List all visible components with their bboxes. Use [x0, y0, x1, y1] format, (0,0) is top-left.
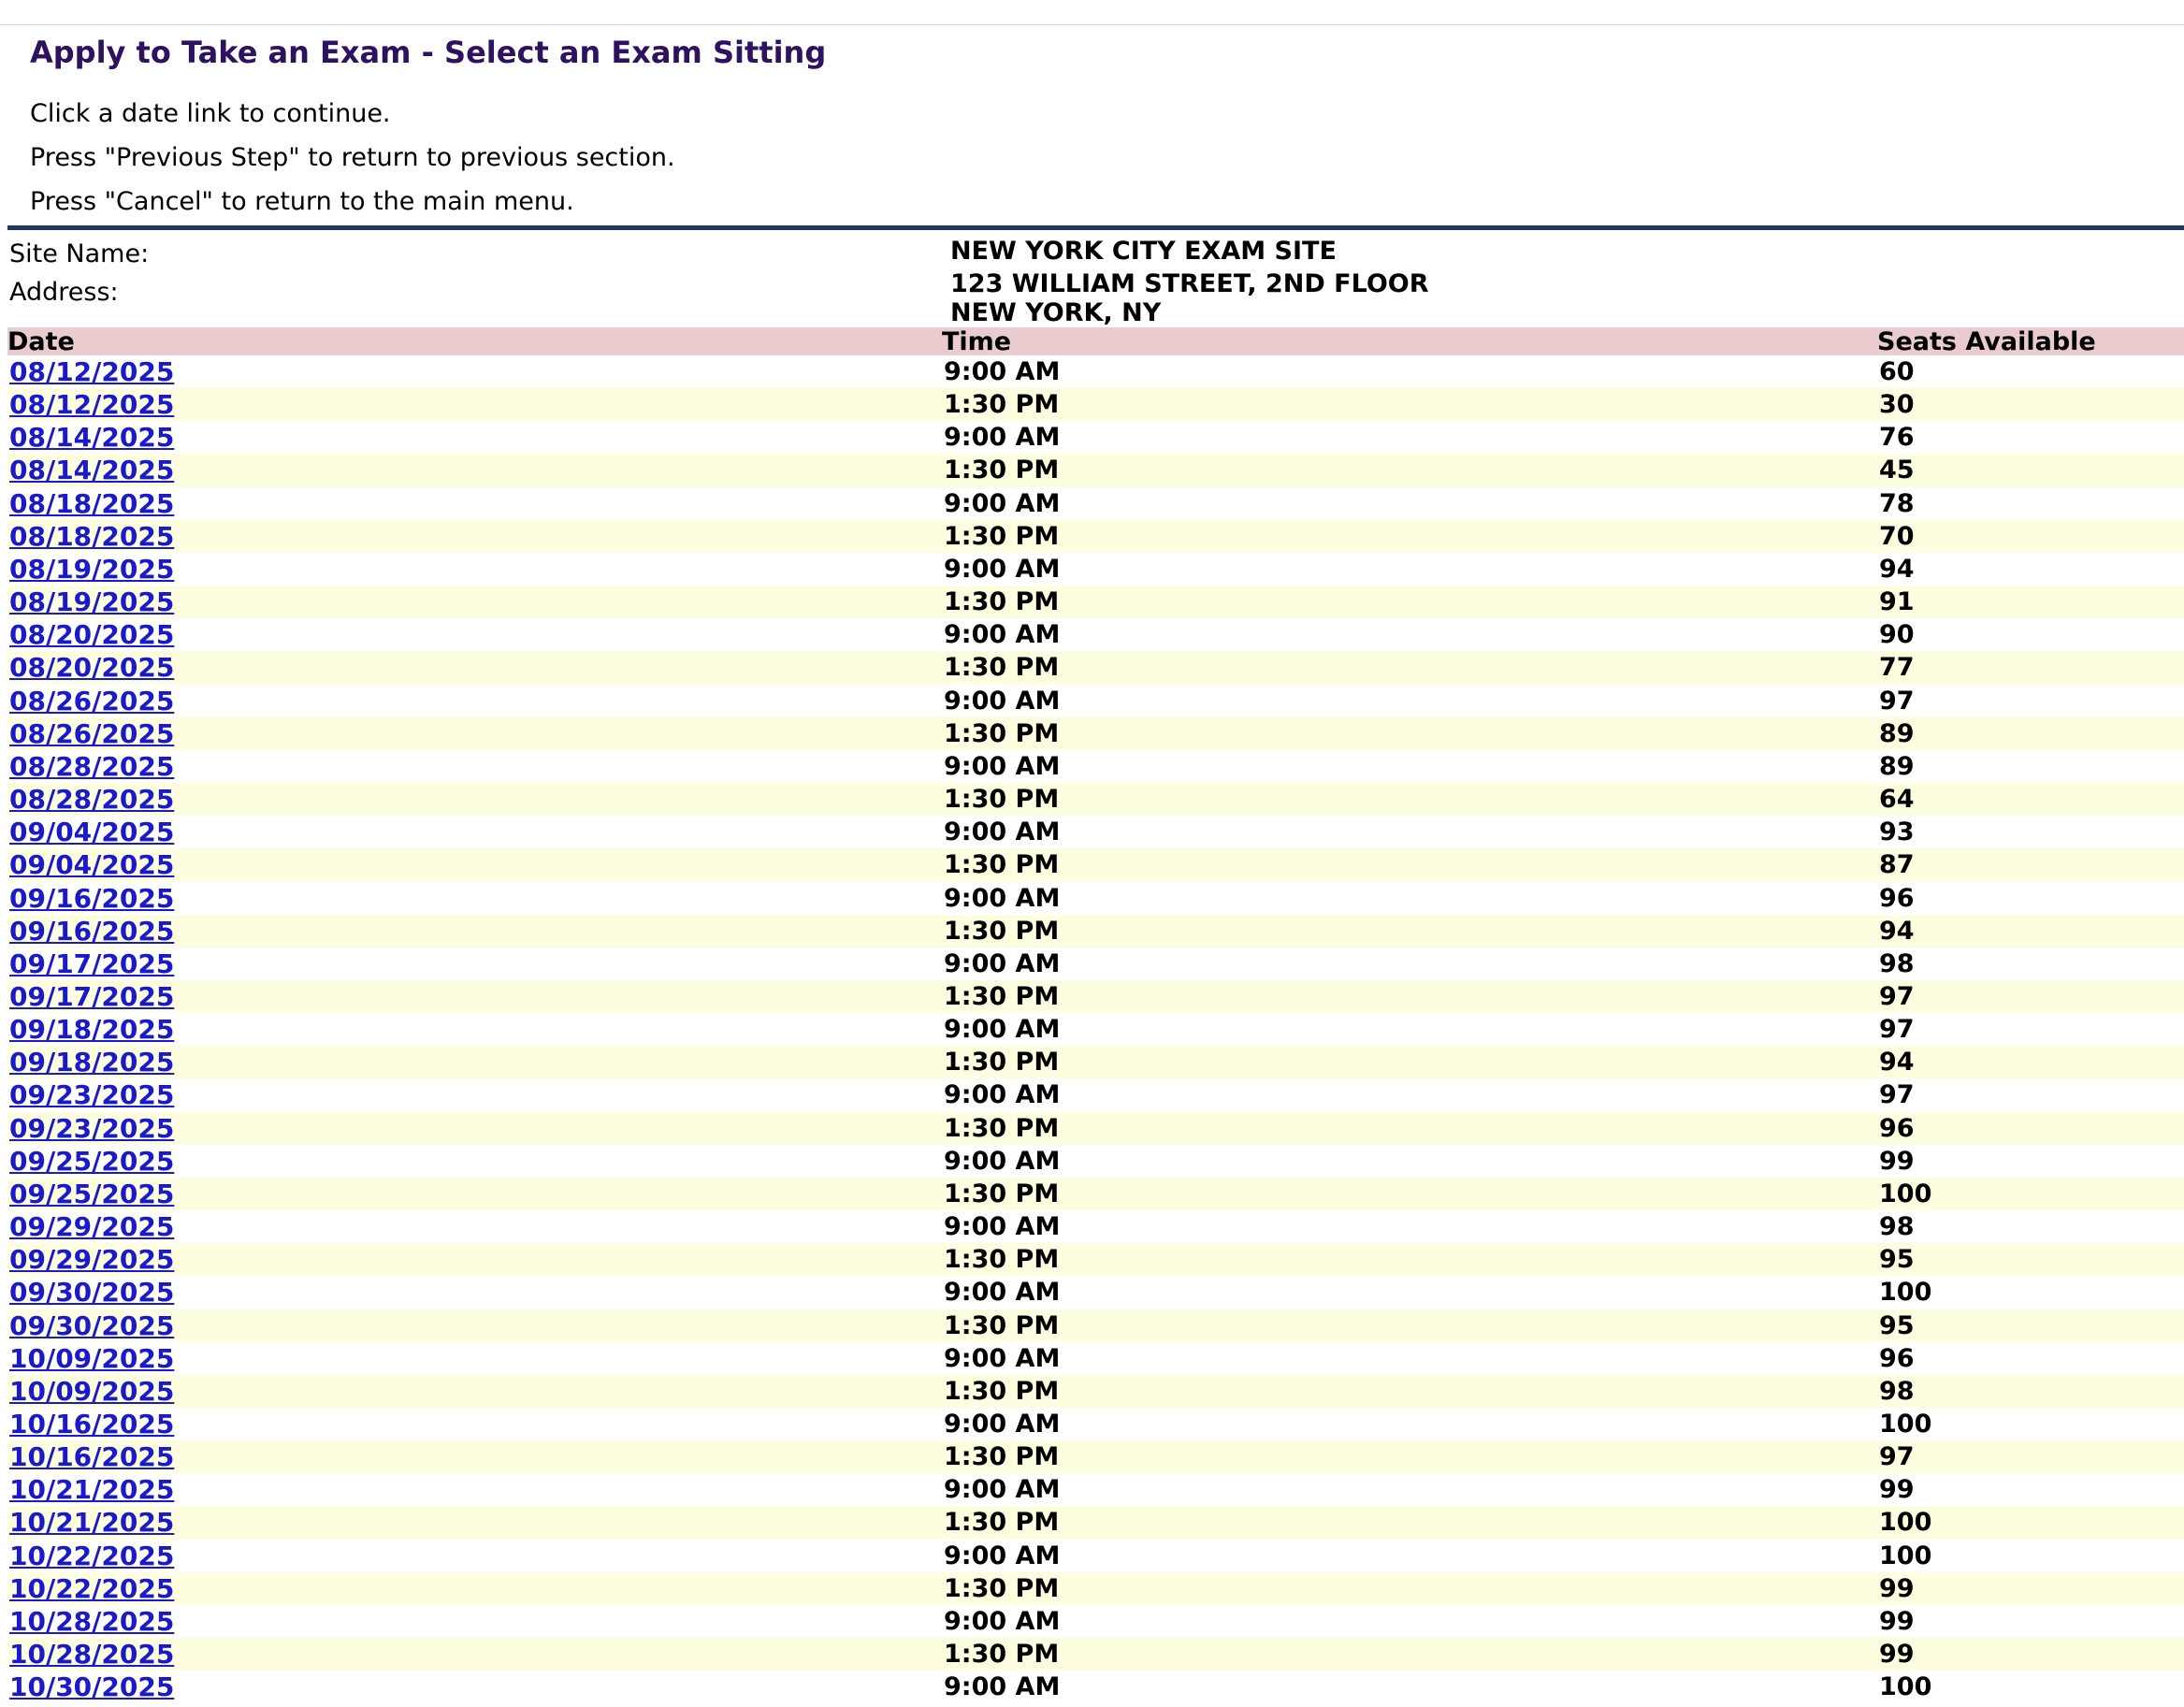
table-row [7, 1046, 2184, 1078]
sitting-time: 1:30 PM [944, 1442, 1060, 1472]
sitting-date-link[interactable]: 08/12/2025 [9, 389, 175, 421]
table-row [7, 783, 2184, 816]
sitting-time: 9:00 AM [944, 423, 1061, 453]
seats-available-count: 97 [1879, 981, 1915, 1011]
exam-sittings-table [7, 327, 2184, 1703]
sitting-date-link[interactable]: 09/30/2025 [9, 1277, 175, 1309]
seats-available-count: 99 [1879, 1146, 1915, 1176]
instruction-previous-step: Press "Previous Step" to return to previous section. [30, 143, 675, 172]
sitting-time: 1:30 PM [944, 456, 1060, 485]
seats-available-count: 70 [1879, 521, 1915, 551]
table-row [7, 553, 2184, 586]
seats-available-count: 45 [1879, 456, 1915, 485]
site-name-value: NEW YORK CITY EXAM SITE [950, 237, 1337, 266]
seats-available-count: 89 [1879, 751, 1915, 781]
table-row [7, 1178, 2184, 1210]
seats-available-count: 97 [1879, 1442, 1915, 1472]
sitting-time: 9:00 AM [944, 554, 1061, 584]
sitting-date-link[interactable]: 08/26/2025 [9, 685, 175, 716]
sitting-date-link[interactable]: 09/04/2025 [9, 817, 175, 848]
sitting-date-link[interactable]: 10/09/2025 [9, 1375, 175, 1407]
seats-available-count: 97 [1879, 1080, 1915, 1110]
header-time: Time [942, 327, 1012, 356]
table-row [7, 1440, 2184, 1473]
sitting-date-link[interactable]: 10/28/2025 [9, 1605, 175, 1637]
sitting-date-link[interactable]: 10/21/2025 [9, 1507, 175, 1539]
seats-available-count: 99 [1879, 1640, 1915, 1670]
sitting-time: 1:30 PM [944, 1508, 1060, 1538]
sitting-time: 9:00 AM [944, 1672, 1061, 1702]
sitting-date-link[interactable]: 09/16/2025 [9, 882, 175, 914]
sitting-time: 1:30 PM [944, 785, 1060, 815]
sitting-time: 1:30 PM [944, 587, 1060, 617]
sitting-date-link[interactable]: 10/16/2025 [9, 1409, 175, 1439]
seats-available-count: 100 [1879, 1508, 1932, 1538]
sitting-time: 9:00 AM [944, 1146, 1061, 1176]
sitting-time: 9:00 AM [944, 751, 1061, 781]
table-row [7, 1145, 2184, 1178]
sitting-time: 9:00 AM [944, 1278, 1061, 1308]
sitting-time: 1:30 PM [944, 653, 1060, 683]
sitting-time: 1:30 PM [944, 1640, 1060, 1670]
seats-available-count: 90 [1879, 620, 1915, 650]
page-title: Apply to Take an Exam - Select an Exam Sitting [30, 35, 827, 70]
address-line-1: 123 WILLIAM STREET, 2ND FLOOR [950, 269, 1429, 298]
sitting-time: 1:30 PM [944, 850, 1060, 880]
header-date: Date [7, 327, 75, 356]
sitting-date-link[interactable]: 08/14/2025 [9, 422, 175, 454]
sitting-time: 1:30 PM [944, 1376, 1060, 1406]
table-body [7, 355, 2184, 1703]
sitting-date-link[interactable]: 08/12/2025 [9, 356, 175, 387]
sitting-date-link[interactable]: 08/28/2025 [9, 784, 175, 816]
seats-available-count: 94 [1879, 916, 1915, 946]
address-line-2: NEW YORK, NY [950, 298, 1162, 327]
sitting-time: 9:00 AM [944, 686, 1061, 716]
table-row [7, 586, 2184, 618]
seats-available-count: 98 [1879, 1376, 1915, 1406]
sitting-time: 9:00 AM [944, 1212, 1061, 1242]
seats-available-count: 94 [1879, 1048, 1915, 1078]
table-header [7, 327, 2184, 355]
table-row [7, 1078, 2184, 1111]
sitting-time: 9:00 AM [944, 1475, 1061, 1505]
seats-available-count: 64 [1879, 785, 1915, 815]
seats-available-count: 76 [1879, 423, 1915, 453]
seats-available-count: 87 [1879, 850, 1915, 880]
seats-available-count: 100 [1879, 1179, 1932, 1208]
sitting-time: 9:00 AM [944, 1606, 1061, 1636]
sitting-date-link[interactable]: 09/29/2025 [9, 1244, 175, 1276]
seats-available-count: 98 [1879, 948, 1915, 978]
table-row [7, 1605, 2184, 1638]
sitting-date-link[interactable]: 08/19/2025 [9, 586, 175, 618]
sitting-date-link[interactable]: 08/20/2025 [9, 652, 175, 684]
sitting-time: 9:00 AM [944, 948, 1061, 978]
instructions-list [30, 92, 675, 224]
sitting-time: 9:00 AM [944, 1015, 1061, 1045]
seats-available-count: 78 [1879, 488, 1915, 518]
sitting-date-link[interactable]: 08/18/2025 [9, 520, 175, 552]
table-row [7, 1540, 2184, 1572]
sitting-time: 1:30 PM [944, 1573, 1060, 1603]
seats-available-count: 96 [1879, 1343, 1915, 1373]
seats-available-count: 95 [1879, 1310, 1915, 1340]
seats-available-count: 100 [1879, 1672, 1932, 1702]
site-name-label: Site Name: [9, 239, 150, 268]
instruction-click-date: Click a date link to continue. [30, 99, 391, 128]
table-row [7, 487, 2184, 520]
table-row [7, 1243, 2184, 1276]
sitting-date-link[interactable]: 09/17/2025 [9, 948, 175, 979]
sitting-date-link[interactable]: 08/20/2025 [9, 619, 175, 651]
sitting-time: 9:00 AM [944, 1343, 1061, 1373]
table-row [7, 1506, 2184, 1539]
table-row [7, 355, 2184, 388]
table-row [7, 980, 2184, 1013]
table-row [7, 915, 2184, 948]
sitting-time: 1:30 PM [944, 1048, 1060, 1078]
table-row [7, 1309, 2184, 1342]
table-row [7, 1572, 2184, 1605]
seats-available-count: 91 [1879, 587, 1915, 617]
table-row [7, 421, 2184, 454]
table-row [7, 882, 2184, 915]
sitting-date-link[interactable]: 09/04/2025 [9, 849, 175, 881]
table-row [7, 816, 2184, 848]
instruction-cancel: Press "Cancel" to return to the main menu. [30, 187, 574, 216]
seats-available-count: 96 [1879, 883, 1915, 913]
sitting-date-link[interactable]: 09/23/2025 [9, 1112, 175, 1144]
sitting-time: 9:00 AM [944, 1080, 1061, 1110]
seats-available-count: 100 [1879, 1410, 1932, 1439]
sitting-date-link[interactable]: 09/30/2025 [9, 1309, 175, 1341]
sitting-date-link[interactable]: 09/18/2025 [9, 1014, 175, 1046]
sitting-time: 1:30 PM [944, 521, 1060, 551]
seats-available-count: 99 [1879, 1573, 1915, 1603]
sitting-date-link[interactable]: 09/16/2025 [9, 915, 175, 947]
table-row [7, 1671, 2184, 1703]
sitting-date-link[interactable]: 10/22/2025 [9, 1572, 175, 1604]
table-row [7, 1112, 2184, 1145]
seats-available-count: 77 [1879, 653, 1915, 683]
sitting-date-link[interactable]: 08/19/2025 [9, 553, 175, 585]
seats-available-count: 93 [1879, 817, 1915, 847]
sitting-date-link[interactable]: 10/16/2025 [9, 1441, 175, 1473]
sitting-time: 1:30 PM [944, 981, 1060, 1011]
sitting-date-link[interactable]: 08/14/2025 [9, 455, 175, 486]
sitting-time: 1:30 PM [944, 1113, 1060, 1143]
sitting-time: 9:00 AM [944, 883, 1061, 913]
sitting-date-link[interactable]: 08/18/2025 [9, 487, 175, 519]
table-row [7, 520, 2184, 553]
table-row [7, 651, 2184, 684]
sitting-date-link[interactable]: 09/25/2025 [9, 1145, 175, 1177]
seats-available-count: 100 [1879, 1278, 1932, 1308]
table-row [7, 1013, 2184, 1046]
sitting-date-link[interactable]: 10/28/2025 [9, 1639, 175, 1671]
sitting-date-link[interactable]: 10/22/2025 [9, 1540, 175, 1571]
seats-available-count: 94 [1879, 554, 1915, 584]
sitting-time: 9:00 AM [944, 488, 1061, 518]
seats-available-count: 97 [1879, 1015, 1915, 1045]
table-row [7, 1408, 2184, 1440]
seats-available-count: 97 [1879, 686, 1915, 716]
table-row [7, 948, 2184, 980]
seats-available-count: 60 [1879, 357, 1915, 386]
table-row [7, 750, 2184, 783]
table-row [7, 1375, 2184, 1408]
sitting-time: 9:00 AM [944, 1410, 1061, 1439]
table-row [7, 685, 2184, 717]
sitting-time: 9:00 AM [944, 620, 1061, 650]
sitting-date-link[interactable]: 10/21/2025 [9, 1474, 175, 1506]
sitting-time: 9:00 AM [944, 1541, 1061, 1570]
seats-available-count: 100 [1879, 1541, 1932, 1570]
seats-available-count: 89 [1879, 718, 1915, 748]
table-row [7, 1638, 2184, 1671]
sitting-date-link[interactable]: 08/28/2025 [9, 750, 175, 782]
sitting-date-link[interactable]: 10/30/2025 [9, 1671, 175, 1703]
seats-available-count: 95 [1879, 1245, 1915, 1275]
sitting-time: 1:30 PM [944, 1310, 1060, 1340]
sitting-date-link[interactable]: 09/18/2025 [9, 1047, 175, 1078]
seats-available-count: 98 [1879, 1212, 1915, 1242]
sitting-date-link[interactable]: 09/17/2025 [9, 980, 175, 1012]
sitting-time: 1:30 PM [944, 1179, 1060, 1208]
sitting-date-link[interactable]: 09/23/2025 [9, 1079, 175, 1111]
address-label: Address: [9, 278, 119, 307]
sitting-date-link[interactable]: 09/29/2025 [9, 1211, 175, 1243]
sitting-date-link[interactable]: 08/26/2025 [9, 717, 175, 749]
table-row [7, 388, 2184, 421]
top-divider [0, 24, 2184, 25]
sitting-time: 1:30 PM [944, 390, 1060, 420]
seats-available-count: 96 [1879, 1113, 1915, 1143]
table-row [7, 717, 2184, 750]
sitting-time: 1:30 PM [944, 718, 1060, 748]
sitting-time: 1:30 PM [944, 916, 1060, 946]
table-row [7, 1210, 2184, 1243]
seats-available-count: 99 [1879, 1606, 1915, 1636]
table-row [7, 618, 2184, 651]
table-row [7, 1276, 2184, 1309]
header-seats-available: Seats Available [1877, 327, 2096, 356]
seats-available-count: 30 [1879, 390, 1915, 420]
sitting-time: 1:30 PM [944, 1245, 1060, 1275]
table-row [7, 848, 2184, 881]
sitting-date-link[interactable]: 10/09/2025 [9, 1342, 175, 1374]
table-row [7, 1473, 2184, 1506]
sitting-date-link[interactable]: 09/25/2025 [9, 1178, 175, 1209]
seats-available-count: 99 [1879, 1475, 1915, 1505]
section-divider [7, 225, 2184, 230]
table-row [7, 1342, 2184, 1375]
table-row [7, 454, 2184, 486]
sitting-time: 9:00 AM [944, 817, 1061, 847]
sitting-time: 9:00 AM [944, 357, 1061, 386]
